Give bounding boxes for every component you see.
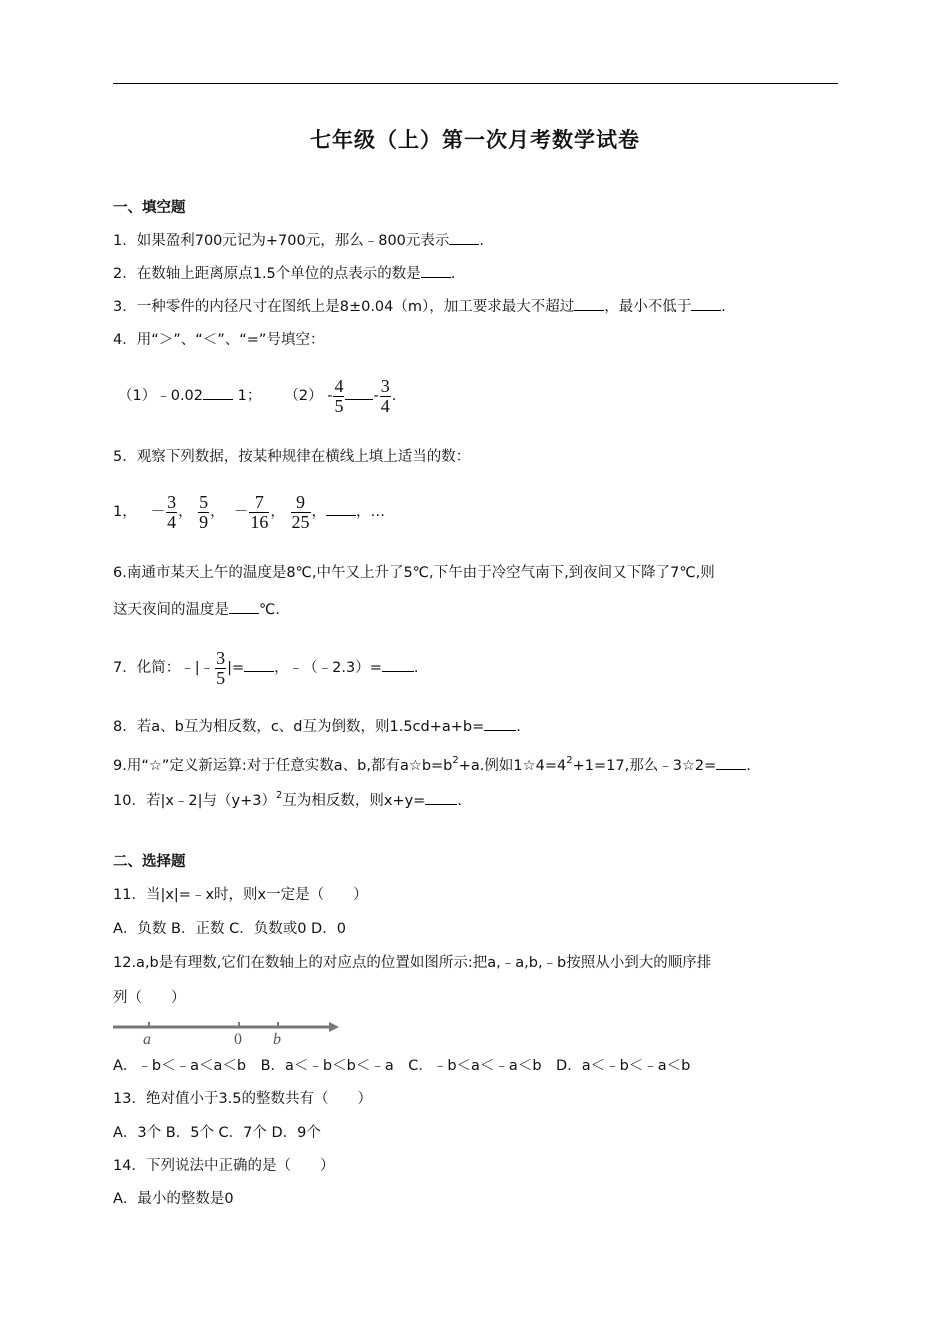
question-13-options: A．3个 B．5个 C．7个 D．9个 <box>113 1125 321 1141</box>
question-5-sequence: 1， － $\frac{3}{4}$ ， $\frac{5}{9}$ ， － $\frac{7}{16}$ ， $\frac{9}{25}$ ， ，… <box>113 491 385 532</box>
section-choice-heading: 二、选择题 <box>113 854 186 870</box>
section-fill-heading: 一、填空题 <box>113 200 186 216</box>
sequence-term-4: － $\frac{7}{16}$ <box>233 491 269 532</box>
question-2: 2．在数轴上距离原点1.5个单位的点表示的数是 . <box>113 266 456 282</box>
question-12-line-2: 列（ ） <box>113 990 186 1006</box>
label-a: a <box>143 1031 151 1047</box>
question-6-line-2: 这天夜间的温度是 ℃. <box>113 602 280 618</box>
question-3: 3．一种零件的内径尺寸在图纸上是8±0.04（m），加工要求最大不超过 ，最小不低于 . <box>113 299 726 315</box>
question-7: 7．化简：﹣|﹣ $\frac{3}{5}$ |= ，﹣（﹣2.3）= . <box>113 647 419 688</box>
page-title: 七年级（上）第一次月考数学试卷 <box>310 128 640 152</box>
question-6-line-1: 6.南通市某天上午的温度是8℃,中午又上升了5℃,下午由于冷空气南下,到夜间又下降了7℃,则 <box>113 565 715 581</box>
question-5: 5．观察下列数据，按某种规律在横线上填上适当的数： <box>113 449 471 465</box>
question-10: 10．若|x﹣2|与$(y+3)^2$互为相反数，则x+y= . <box>113 790 462 809</box>
question-9: 9.用“☆”定义新运算:对于任意实数a、b,都有$a☆b=b^2+a$.例如$1☆4=4^2+1=17$,那么﹣3☆2= . <box>113 755 751 774</box>
fraction-3-5: $\frac{3}{5}$ <box>216 647 226 688</box>
sequence-term-3: $\frac{5}{9}$ <box>199 491 209 532</box>
header-rule <box>113 83 838 84</box>
question-4-parts: （1）﹣0.02 1； （2） - $\frac{4}{5}$ - $\frac{3}{4}$ . <box>118 375 397 416</box>
label-b: b <box>273 1031 281 1047</box>
fraction-neg-3-4: - $\frac{3}{4}$ <box>373 375 390 416</box>
fraction-neg-4-5: - $\frac{4}{5}$ <box>327 375 344 416</box>
question-14-option-a: A．最小的整数是0 <box>113 1191 234 1207</box>
number-line-arrow <box>329 1022 339 1032</box>
question-13: 13．绝对值小于3.5的整数共有（ ） <box>113 1091 373 1107</box>
question-12-options: A．﹣b＜﹣a＜a＜b B．a＜﹣b＜b＜﹣a C．﹣b＜a＜﹣a＜b D．a＜﹣b＜﹣a＜b <box>113 1058 691 1074</box>
sequence-term-2: － $\frac{3}{4}$ <box>150 491 177 532</box>
label-zero: 0 <box>234 1031 242 1047</box>
question-11-options: A．负数 B．正数 C．负数或0 D．0 <box>113 921 346 937</box>
question-14: 14．下列说法中正确的是（ ） <box>113 1158 335 1174</box>
question-11: 11．当|x|=﹣x时，则x一定是（ ） <box>113 887 368 903</box>
number-line-figure <box>113 1017 353 1047</box>
question-12-line-1: 12.a,b是有理数,它们在数轴上的对应点的位置如图所示:把a,﹣a,b,﹣b按照从小到大的顺序排 <box>113 955 712 971</box>
sequence-term-5: $\frac{9}{25}$ <box>291 491 310 532</box>
question-8: 8．若a、b互为相反数，c、d互为倒数，则1.5cd+a+b= . <box>113 719 521 735</box>
question-1: 1．如果盈利700元记为+700元，那么﹣800元表示 . <box>113 233 485 249</box>
question-4: 4．用“＞”、“＜”、“=”号填空： <box>113 332 325 348</box>
